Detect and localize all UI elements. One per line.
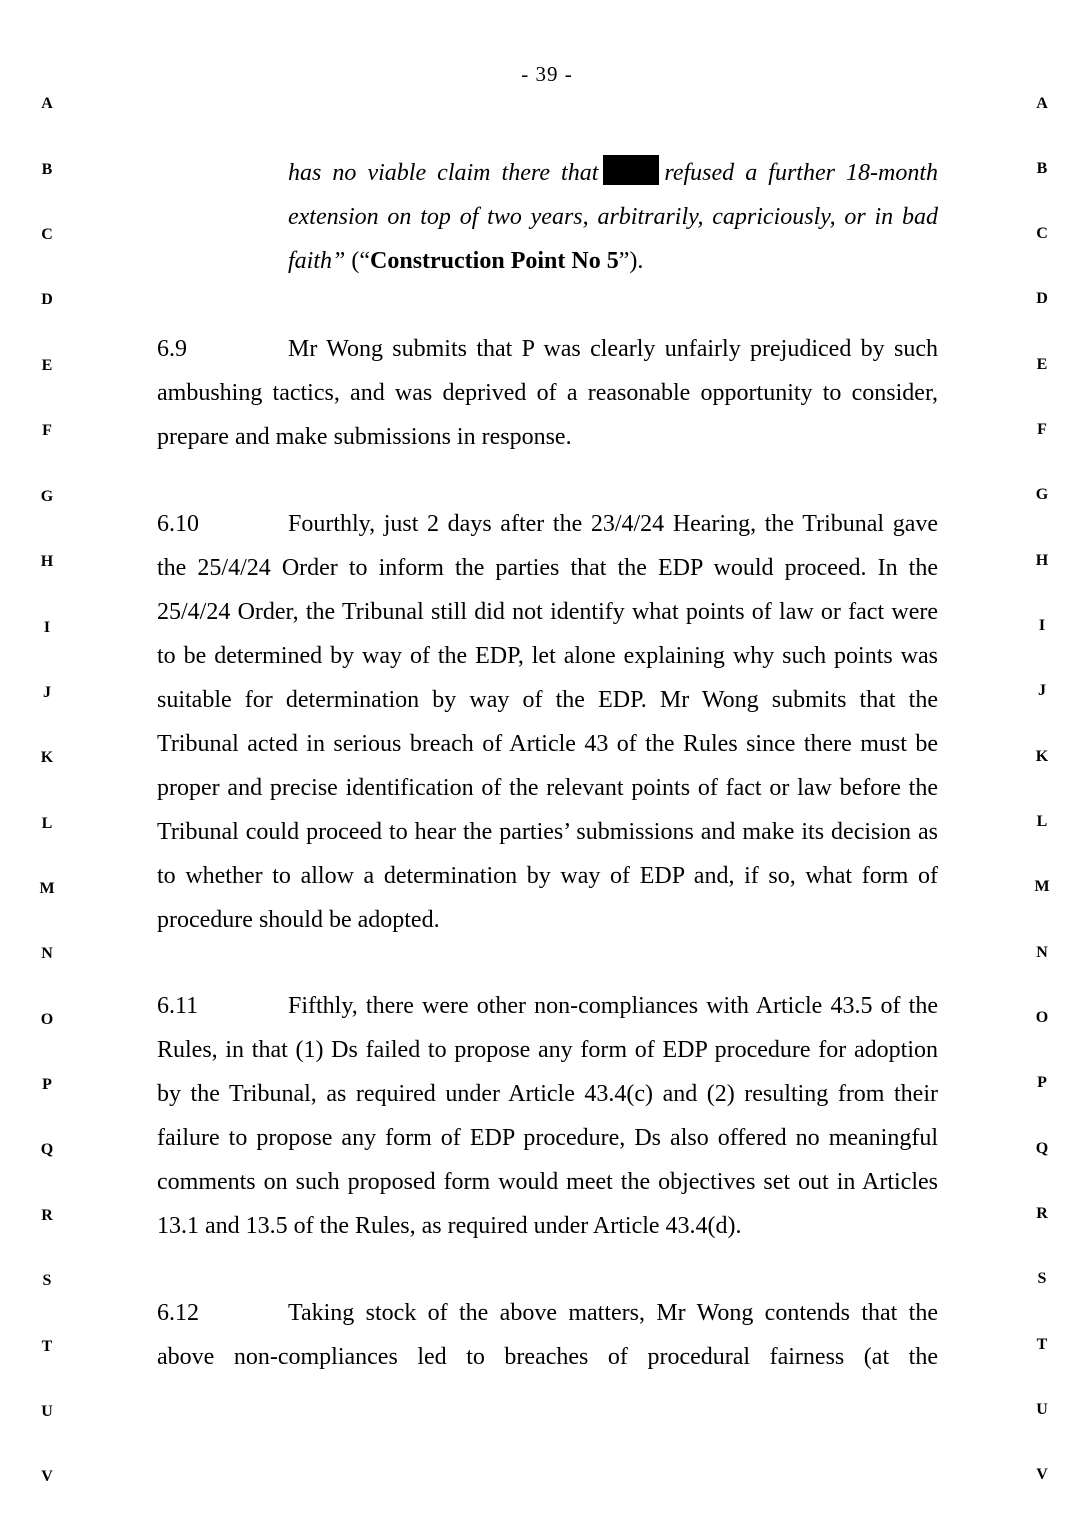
- paragraph-text: Mr Wong submits that P was clearly unfairly prejudiced by such ambushing tactics, and was deprived of a reasonable opportunity to consider, prepare and make submissions in response.: [157, 336, 938, 450]
- defined-term: Construction Point No 5: [370, 248, 619, 274]
- left-margin-letter-u: U: [41, 1403, 53, 1420]
- paragraph-6-11: [157, 984, 938, 1248]
- left-margin-letters: [32, 0, 62, 1528]
- paragraph-number: 6.11: [157, 993, 199, 1019]
- left-margin-letter-h: H: [40, 553, 54, 570]
- right-margin-letter-d: D: [1036, 290, 1048, 307]
- right-margin-letter-f: F: [1037, 421, 1047, 438]
- left-margin-letter-f: F: [42, 422, 52, 439]
- right-margin-letter-s: S: [1037, 1270, 1047, 1287]
- redaction-box: [603, 155, 659, 185]
- left-margin-letter-s: S: [42, 1272, 52, 1289]
- right-margin-letter-o: O: [1035, 1009, 1049, 1026]
- left-margin-letter-g: G: [40, 488, 54, 505]
- right-margin-letter-l: L: [1036, 813, 1048, 830]
- right-margin-letters: [1027, 0, 1057, 1528]
- quoted-submission: [288, 151, 938, 283]
- right-margin-letter-c: C: [1036, 225, 1048, 242]
- right-margin-letter-a: A: [1036, 95, 1048, 112]
- paragraph-6-10: [157, 502, 938, 942]
- left-margin-letter-v: V: [41, 1468, 53, 1485]
- left-margin-letter-o: O: [40, 1011, 54, 1028]
- right-margin-letter-e: E: [1036, 356, 1048, 373]
- left-margin-letter-b: B: [41, 161, 53, 178]
- paragraph-text: Fourthly, just 2 days after the 23/4/24 Hearing, the Tribunal gave the 25/4/24 Order to inform the parties that the EDP would proceed. In the 25/4/24 Order, the Tribunal still did not identify what points of law or fact were to be determined by way of the EDP, let alone explaining why such points was suitable for determination by way of the EDP. Mr Wong submits that the Tribunal acted in serious breach of Article 43 of the Rules since there must be proper and precise identification of the relevant points of fact or law before the Tribunal could proceed to hear the parties’ submissions and make its decision as to whether to allow a determination by way of EDP and, if so, what form of procedure should be adopted.: [157, 511, 938, 933]
- left-margin-letter-c: C: [41, 226, 53, 243]
- left-margin-letter-m: M: [39, 880, 55, 897]
- left-margin-letter-i: I: [43, 619, 51, 636]
- right-margin-letter-t: T: [1036, 1336, 1048, 1353]
- quote-text-continued: refused a further 18-month extension on top of two years, arbitrarily, capriciously, or in bad faith”: [288, 160, 939, 274]
- right-margin-letter-q: Q: [1035, 1140, 1049, 1157]
- right-margin-letter-b: B: [1036, 160, 1048, 177]
- quote-open-bracket: (“: [345, 248, 371, 274]
- left-margin-letter-j: J: [43, 684, 51, 701]
- paragraph-6-12: [157, 1291, 938, 1379]
- left-margin-letter-q: Q: [40, 1141, 54, 1158]
- left-margin-letter-k: K: [40, 749, 54, 766]
- left-margin-letter-l: L: [41, 815, 53, 832]
- right-margin-letter-k: K: [1035, 748, 1049, 765]
- right-margin-letter-i: I: [1038, 617, 1046, 634]
- right-margin-letter-g: G: [1035, 486, 1049, 503]
- left-margin-letter-t: T: [41, 1338, 53, 1355]
- right-margin-letter-h: H: [1035, 552, 1049, 569]
- left-margin-letter-r: R: [41, 1207, 53, 1224]
- paragraph-number: 6.12: [157, 1300, 199, 1326]
- page-number: - 39 -: [521, 62, 573, 86]
- right-margin-letter-m: M: [1034, 878, 1050, 895]
- left-margin-letter-e: E: [41, 357, 53, 374]
- left-margin-letter-p: P: [42, 1076, 52, 1093]
- left-margin-letter-a: A: [41, 95, 53, 112]
- right-margin-letter-p: P: [1037, 1074, 1047, 1091]
- right-margin-letter-j: J: [1038, 682, 1046, 699]
- paragraph-text: Taking stock of the above matters, Mr Wong contends that the above non-compliances led to breaches of procedural fairness (at the: [157, 1300, 938, 1370]
- quote-text-start: has no viable claim there that: [288, 160, 599, 186]
- left-margin-letter-d: D: [41, 291, 53, 308]
- left-margin-letter-n: N: [41, 945, 53, 962]
- right-margin-letter-v: V: [1036, 1466, 1048, 1483]
- right-margin-letter-u: U: [1036, 1401, 1048, 1418]
- quote-close-bracket: ”).: [618, 248, 644, 274]
- paragraph-number: 6.9: [157, 336, 187, 362]
- right-margin-letter-r: R: [1036, 1205, 1048, 1222]
- right-margin-letter-n: N: [1036, 944, 1048, 961]
- paragraph-text: Fifthly, there were other non-compliances with Article 43.5 of the Rules, in that (1) Ds failed to propose any form of EDP procedure for adoption by the Tribunal, as required under Article 43.4(c) and (2) resulting from their failure to propose any form of EDP procedure, Ds also offered no meaningful comments on such proposed form would meet the objectives set out in Articles 13.1 and 13.5 of the Rules, as required under Article 43.4(d).: [157, 993, 938, 1239]
- paragraph-6-9: [157, 327, 938, 459]
- paragraph-number: 6.10: [157, 511, 199, 537]
